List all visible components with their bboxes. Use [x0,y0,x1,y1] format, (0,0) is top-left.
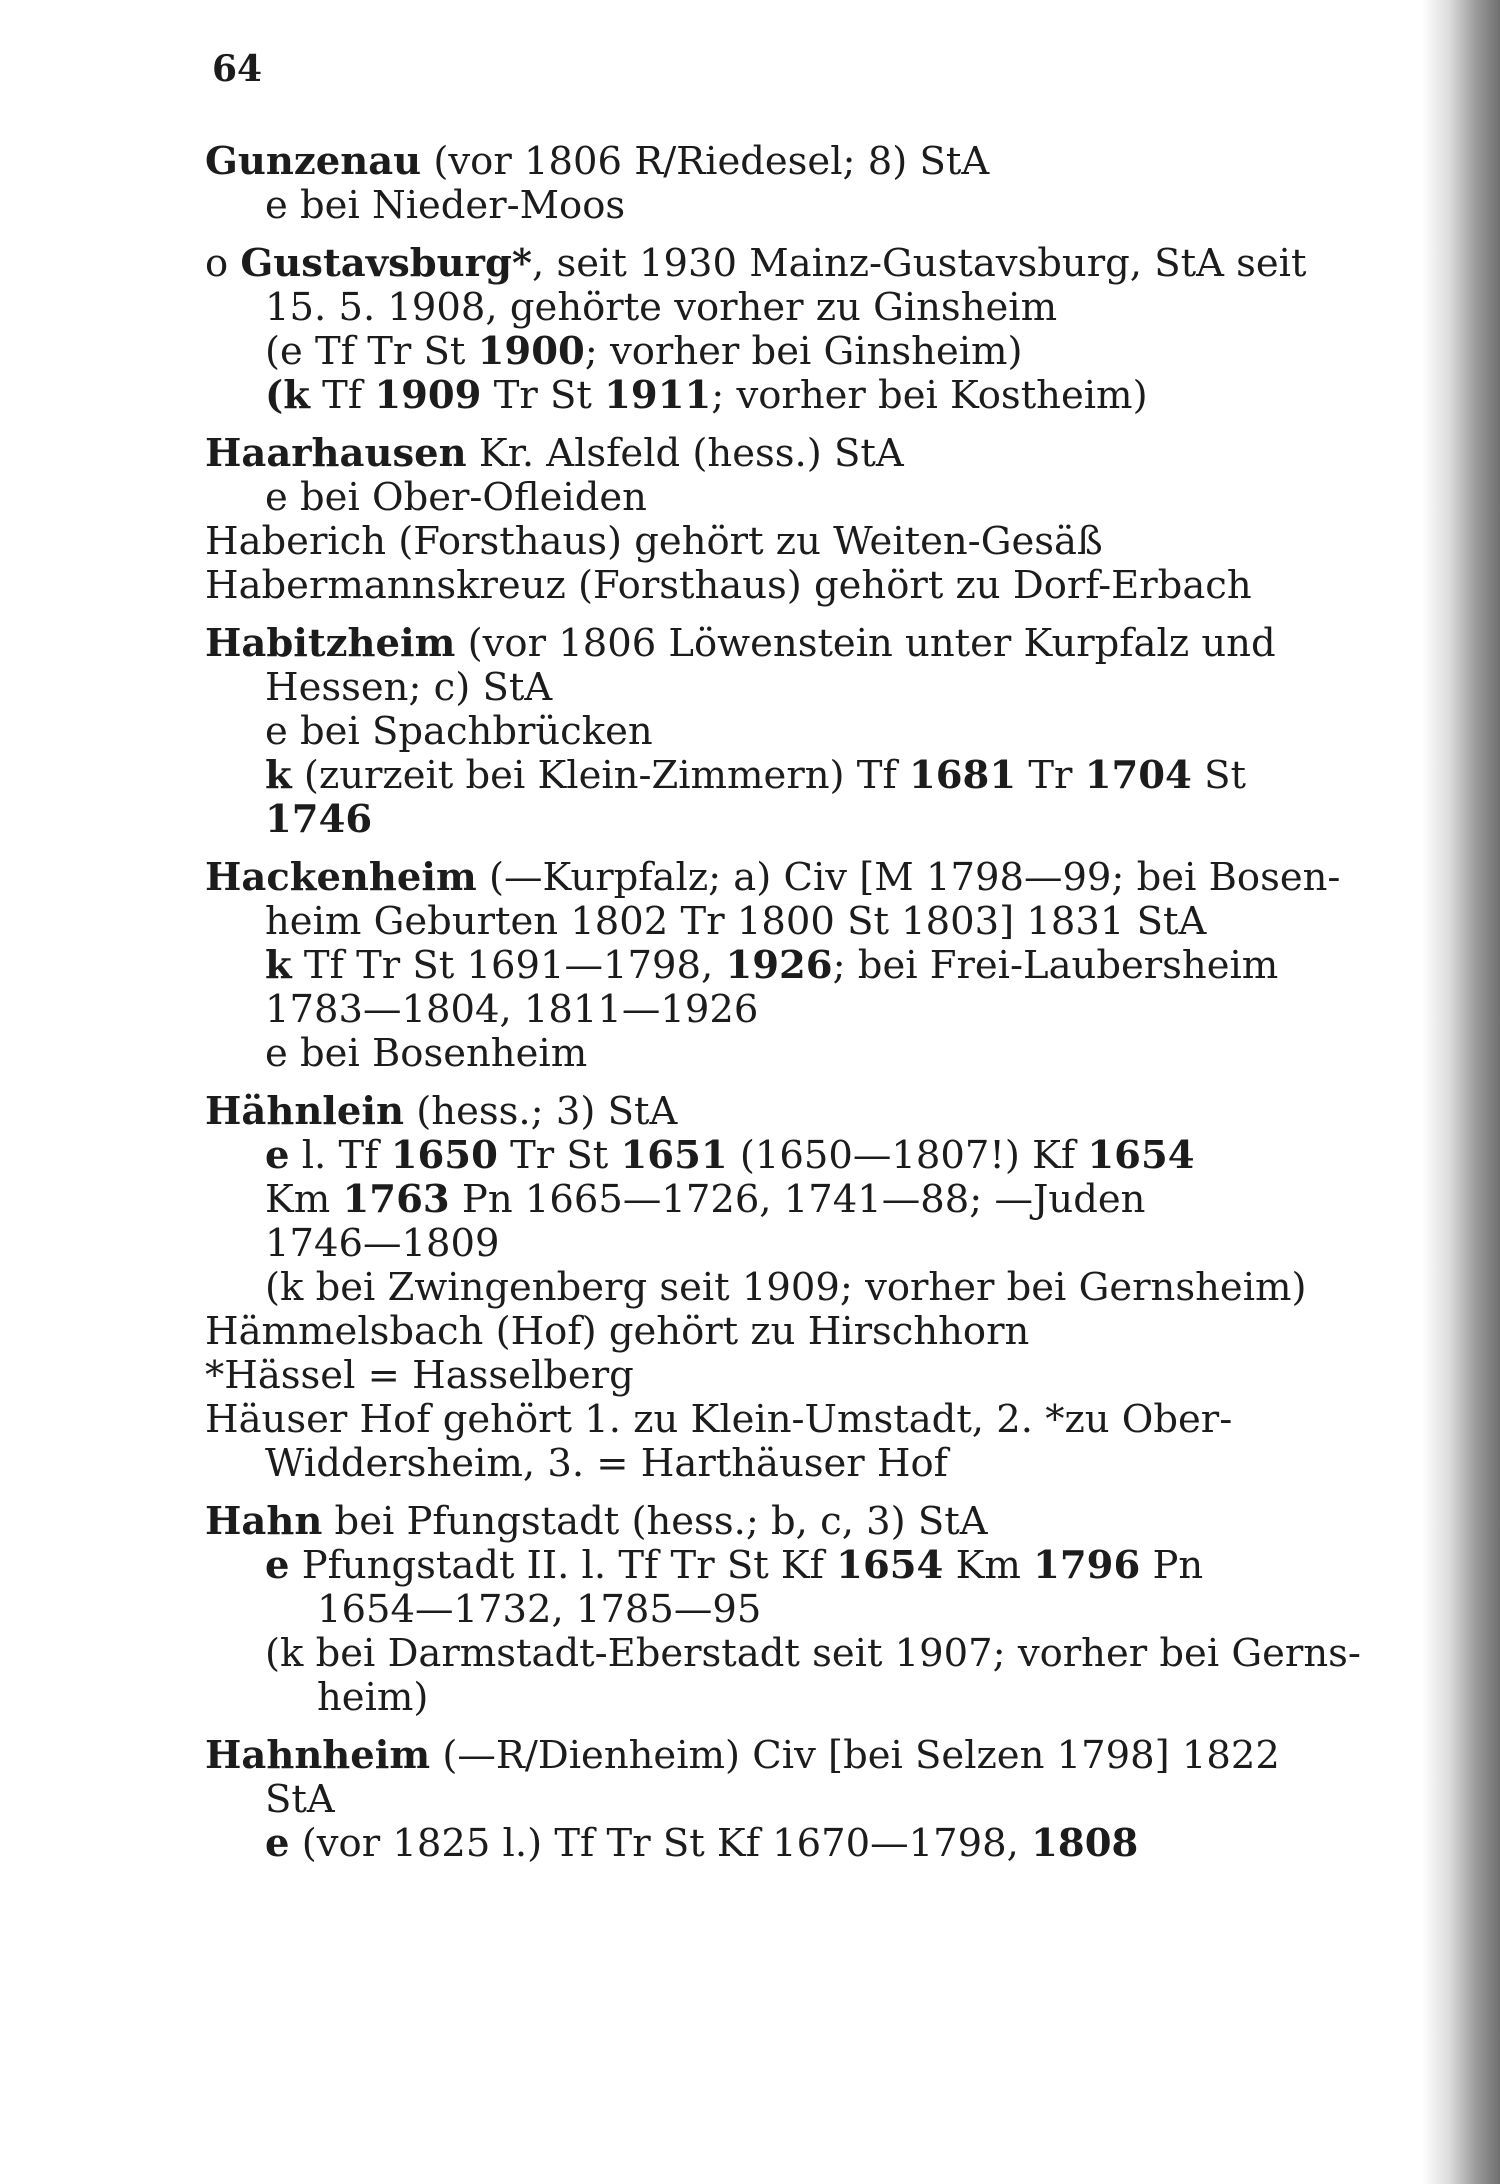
bold-text: e [265,1133,290,1178]
entry-detail-line [205,666,1295,710]
bold-text: 1808 [1031,1821,1139,1866]
entry-text: heim) [317,1675,429,1720]
register-entry [205,140,1295,228]
entry-text: (vor 1806 Löwenstein unter Kurpfalz und [455,621,1276,666]
entry-detail-line [205,1134,1295,1178]
bold-text: Habitzheim [205,621,456,666]
entry-text: (k bei Darmstadt-Eberstadt seit 1907; vorher bei Gerns- [265,1631,1361,1676]
entry-detail-line [205,1676,1295,1720]
entry-detail-line [205,1588,1295,1632]
entry-detail-line [205,374,1295,418]
bold-text: k [265,943,292,988]
entry-text: heim Geburten 1802 Tr 1800 St 1803] 1831 StA [265,899,1207,944]
entry-text: Pn 1665—1726, 1741—88; —Juden [449,1177,1146,1222]
entry-head-line [205,1500,1295,1544]
entry-detail-line [205,520,1295,564]
entry-text: Km [265,1177,343,1222]
entry-text: Pfungstadt II. l. Tf Tr St Kf [289,1543,837,1588]
entry-text: Pn [1140,1543,1204,1588]
bold-text: Hahn [205,1499,323,1544]
page-number: 64 [212,48,263,90]
entry-text: (k bei Zwingenberg seit 1909; vorher bei Gernsheim) [265,1265,1307,1310]
bold-text: Hähnlein [205,1089,405,1134]
entry-text: (—Kurpfalz; a) Civ [M 1798—99; bei Bosen- [476,855,1341,900]
entry-detail-line [205,1354,1295,1398]
bold-text: 1746 [265,797,373,842]
entry-detail-line [205,1398,1295,1442]
entry-text: Tf Tr St 1691—1798, [291,943,726,988]
entry-text: 1654—1732, 1785—95 [317,1587,762,1632]
entry-text: Habermannskreuz (Forsthaus) gehört zu Dorf-Erbach [205,563,1252,608]
entry-head-line [205,241,1307,286]
entry-text: Hessen; c) StA [265,665,553,710]
entry-text: e bei Ober-Ofleiden [265,475,647,520]
bold-text: e [265,1543,290,1588]
entry-detail-line [205,944,1295,988]
entry-text: Km [943,1543,1034,1588]
entry-detail-line [205,1822,1295,1866]
entry-text: l. Tf [289,1133,391,1178]
entry-text: (e Tf Tr St [265,329,478,374]
entry-detail-line [205,798,1295,842]
entry-text: 15. 5. 1908, gehörte vorher zu Ginsheim [265,285,1058,330]
bold-text: Gunzenau [205,139,422,184]
bold-text: 1654 [1087,1133,1195,1178]
bold-text: (k [265,373,310,418]
register-entry [205,432,1295,608]
entry-text: ; bei Frei-Laubersheim [832,943,1279,988]
entry-detail-line [205,330,1295,374]
entry-text: *Hässel = Hasselberg [205,1353,634,1398]
entry-text: ; vorher bei Ginsheim) [584,329,1023,374]
entry-detail-line [205,1310,1295,1354]
entry-text: Tr St [481,373,605,418]
entry-detail-line [205,1265,1307,1310]
bold-text: Gustavsburg* [240,241,532,286]
entry-detail-line [205,184,1295,228]
bold-text: 1911 [604,373,712,418]
register-entry [205,622,1295,842]
bold-text: 1650 [390,1133,498,1178]
entry-text: St [1191,753,1246,798]
entry-detail-line [205,1178,1295,1222]
register-entry [205,241,1307,418]
bold-text: 1926 [725,943,833,988]
entry-text: e bei Bosenheim [265,1031,588,1076]
entry-detail-line [205,710,1295,754]
register-entries [205,139,1361,1880]
entry-text: e bei Nieder-Moos [265,183,626,228]
entry-text: (zurzeit bei Klein-Zimmern) Tf [291,753,909,798]
entry-detail-line [205,1778,1295,1822]
entry-text: 1783—1804, 1811—1926 [265,987,759,1032]
entry-detail-line [205,1032,1295,1076]
entry-text: 1746—1809 [265,1221,500,1266]
entry-text: StA [265,1777,335,1822]
page-edge-shadow [1422,0,1500,2184]
entry-detail-line [205,564,1295,608]
entry-text: e bei Spachbrücken [265,709,653,754]
bold-text: Hahnheim [205,1733,431,1778]
register-entry [205,855,1341,1076]
bold-text: Haarhausen [205,431,467,476]
entry-detail-line [205,900,1295,944]
register-entry [205,1734,1295,1866]
entry-text: bei Pfungstadt (hess.; b, c, 3) StA [322,1499,988,1544]
bold-text: k [265,753,292,798]
entry-detail-line [205,1544,1295,1588]
entry-detail-line [205,1631,1361,1676]
entry-text: Tr [1016,753,1085,798]
bold-text: 1654 [836,1543,944,1588]
entry-detail-line [205,1442,1295,1486]
entry-text: (hess.; 3) StA [404,1089,678,1134]
entry-text: (—R/Dienheim) Civ [bei Selzen 1798] 1822 [430,1733,1280,1778]
entry-text: Haberich (Forsthaus) gehört zu Weiten-Gesäß [205,519,1103,564]
bold-text: 1909 [374,373,482,418]
bold-text: Hackenheim [205,855,477,900]
entry-text: (vor 1806 R/Riedesel; 8) StA [421,139,990,184]
register-entry [205,1499,1361,1720]
entry-text: (1650—1807!) Kf [727,1133,1088,1178]
entry-text: (vor 1825 l.) Tf Tr St Kf 1670—1798, [289,1821,1032,1866]
entry-text: Tf [309,373,375,418]
bold-text: 1651 [620,1133,728,1178]
entry-text: Hämmelsbach (Hof) gehört zu Hirschhorn [205,1309,1030,1354]
bold-text: 1900 [477,329,585,374]
entry-detail-line [205,286,1295,330]
entry-detail-line [205,1222,1295,1266]
entry-text: Häuser Hof gehört 1. zu Klein-Umstadt, 2. *zu Ober- [205,1397,1233,1442]
entry-detail-line [205,754,1295,798]
entry-head-line [205,622,1295,666]
entry-text: o [205,241,241,286]
entry-head-line [205,1090,1295,1134]
entry-head-line [205,855,1341,900]
entry-text: Widdersheim, 3. = Harthäuser Hof [265,1441,948,1486]
entry-detail-line [205,988,1295,1032]
register-entry [205,1089,1307,1486]
bold-text: 1681 [908,753,1017,798]
entry-text: Kr. Alsfeld (hess.) StA [466,431,904,476]
entry-text: ; vorher bei Kostheim) [711,373,1148,418]
entry-text: Tr St [497,1133,621,1178]
bold-text: 1704 [1084,753,1192,798]
entry-head-line [205,432,1295,476]
entry-head-line [205,140,1295,184]
bold-text: 1796 [1033,1543,1141,1588]
bold-text: e [265,1821,290,1866]
entry-text: , seit 1930 Mainz-Gustavsburg, StA seit [532,241,1307,286]
entry-detail-line [205,476,1295,520]
bold-text: 1763 [342,1177,450,1222]
entry-head-line [205,1734,1295,1778]
